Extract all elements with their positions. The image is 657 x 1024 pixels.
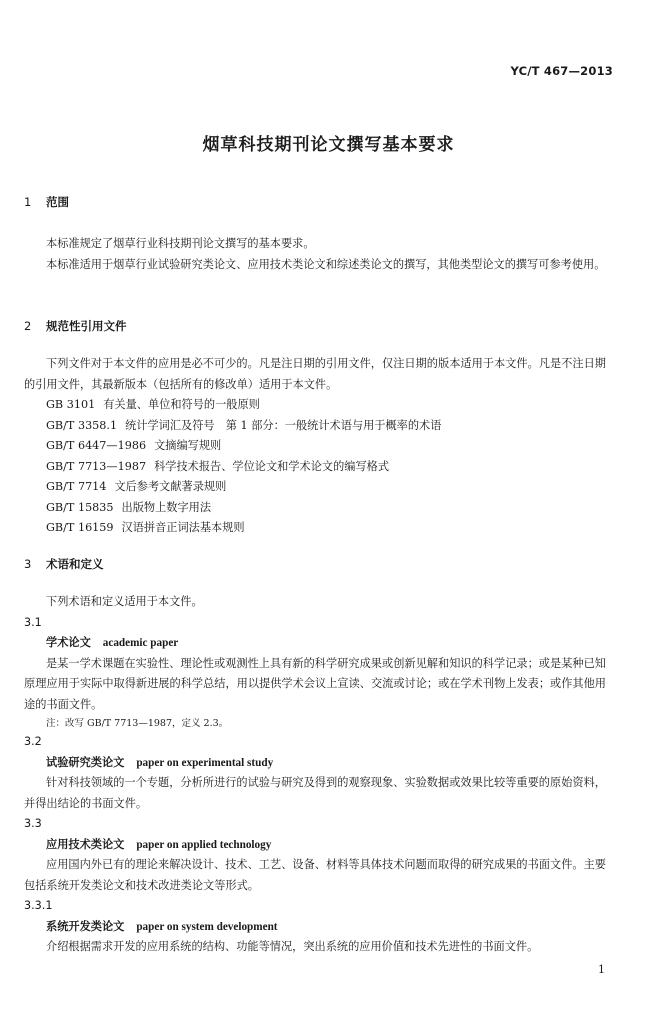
term-number: 3.3.1 [24,899,53,912]
section-heading [24,192,606,213]
term-definition: 介绍根据需求开发的应用系统的结构、功能等情况，突出系统的应用价值和技术先进性的书面文件。 [46,940,539,953]
term-english: paper on system development [136,920,278,933]
paragraph: 本标准规定了烟草行业科技期刊论文撰写的基本要求。 [46,237,315,250]
reference-item [24,477,606,498]
document-title: 烟草科技期刊论文撰写基本要求 [202,135,455,155]
term-chinese: 试验研究类论文 [46,755,125,769]
term-definition: 是某一学术课题在实验性、理论性或观测性上具有新的科学研究成果或创新见解和知识的科学记录；或是某种已知原理应用于实际中取得新进展的科学总结，用以提供学术会议上宣读、交流或讨论；或在学术刊物上发表；或作其他用途的书面文件。 [24,656,606,711]
term-heading [24,753,606,774]
section-normative-references [24,316,606,337]
reference-item [24,395,606,416]
section-number: 1 [24,195,32,209]
term-chinese: 系统开发类论文 [46,919,125,933]
paragraph: 下列文件对于本文件的应用是必不可少的。凡是注日期的引用文件，仅注日期的版本适用于本文件。凡是不注日期的引用文件，其最新版本（包括所有的修改单）适用于本文件。 [24,357,606,391]
term-english: paper on applied technology [136,838,272,851]
reference-item [24,457,606,478]
section-title: 范围 [46,195,69,209]
section-terms-definitions [24,554,606,575]
term-note: 注：改写 GB/T 7713—1987，定义 2.3。 [46,718,229,729]
section-scope [24,192,606,213]
reference-code: GB/T 15835 [46,500,114,514]
term-english: paper on experimental study [136,756,274,769]
reference-code: GB/T 3358.1 [46,418,118,432]
section-normative-references-body [24,354,606,539]
section-heading [24,554,606,575]
section-number: 3 [24,557,32,571]
term-number: 3.3 [24,817,42,830]
page-number: 1 [598,963,605,976]
section-title: 规范性引用文件 [46,319,127,333]
reference-title: 文后参考文献著录规则 [114,480,227,493]
reference-title: 统计学词汇及符号 第 1 部分：一般统计术语与用于概率的术语 [125,418,442,432]
section-terms-definitions-body [24,592,606,958]
term-number: 3.2 [24,735,42,748]
reference-code: GB/T 6447—1986 [46,439,147,452]
term-heading [24,917,606,938]
paragraph: 下列术语和定义适用于本文件。 [46,595,203,608]
reference-code: GB/T 7714 [46,480,107,493]
reference-code: GB/T 16159 [46,521,114,534]
term-chinese: 应用技术类论文 [46,837,125,851]
reference-title: 汉语拼音正词法基本规则 [121,521,245,534]
reference-item [24,518,606,539]
paragraph: 本标准适用于烟草行业试验研究类论文、应用技术类论文和综述类论文的撰写，其他类型论文的撰写可参考使用。 [46,257,606,271]
reference-title: 文摘编写规则 [154,439,222,452]
reference-item [24,498,606,519]
reference-item [24,436,606,457]
section-number: 2 [24,319,32,333]
reference-title: 出版物上数字用法 [121,500,212,514]
term-english: academic paper [102,637,179,649]
term-definition: 应用国内外已有的理论来解决设计、技术、工艺、设备、材料等具体技术问题而取得的研究成果的书面文件。主要包括系统开发类论文和技术改进类论文等形式。 [24,858,606,892]
reference-title: 科学技术报告、学位论文和学术论文的编写格式 [154,459,390,473]
standard-code: YC/T 467—2013 [510,64,613,78]
term-heading [24,835,606,856]
reference-title: 有关量、单位和符号的一般原则 [103,398,260,411]
term-heading [24,633,606,654]
section-title: 术语和定义 [46,557,104,571]
term-chinese: 学术论文 [46,636,91,649]
term-definition: 针对科技领域的一个专题，分析所进行的试验与研究及得到的观察现象、实验数据或效果比较等重要的原始资料，并得出结论的书面文件。 [24,776,606,810]
reference-item [24,416,606,437]
reference-code: GB/T 7713—1987 [46,459,147,473]
section-heading [24,316,606,337]
reference-code: GB 3101 [46,398,96,411]
section-scope-body [24,234,606,275]
term-number: 3.1 [24,615,42,629]
